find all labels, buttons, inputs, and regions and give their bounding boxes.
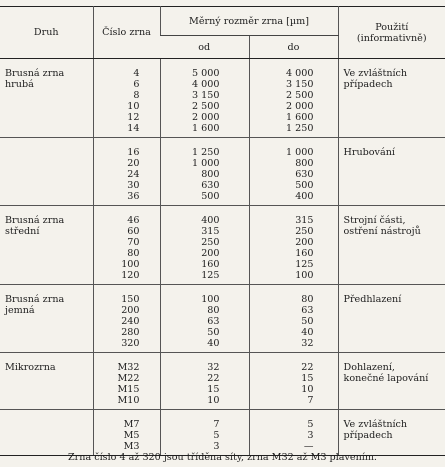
pouziti-cell — [338, 206, 445, 285]
od-value: 3 150 — [192, 90, 220, 101]
cislo-value: 24 — [127, 169, 140, 180]
table-group — [0, 59, 445, 138]
table-group — [0, 285, 445, 353]
od-cell — [160, 59, 249, 138]
od-value: 250 — [201, 237, 220, 248]
do-value: 32 — [301, 338, 314, 349]
cislo-value: 150 — [121, 294, 140, 305]
od-value: 80 — [207, 305, 220, 316]
cislo-value: 46 — [127, 215, 140, 226]
cislo-value: 16 — [127, 147, 140, 158]
pouziti-label: Ve zvláštních — [343, 68, 408, 79]
table-group — [0, 206, 445, 285]
header-pouziti-line2: (informativně) — [356, 32, 427, 44]
do-value: 400 — [295, 191, 314, 202]
druh-label: střední — [5, 226, 40, 237]
do-value: 40 — [301, 327, 314, 338]
do-value: 1 600 — [286, 112, 314, 123]
cislo-value: 10 — [127, 101, 140, 112]
od-cell — [160, 206, 249, 285]
do-value: 50 — [301, 316, 314, 327]
pouziti-label: Hrubování — [343, 147, 395, 158]
od-value: 15 — [207, 384, 220, 395]
do-value: 250 — [295, 226, 314, 237]
od-value: 22 — [207, 373, 220, 384]
od-value: 5 — [213, 430, 220, 441]
cislo-value: 280 — [121, 327, 140, 338]
od-value: 3 — [213, 441, 220, 452]
od-cell — [160, 285, 249, 353]
od-value: 800 — [201, 169, 220, 180]
od-value: 125 — [201, 270, 220, 281]
cislo-value: M22 — [117, 373, 140, 384]
pouziti-label: případech — [343, 79, 393, 90]
table-group — [0, 410, 445, 456]
od-value: 2 000 — [192, 112, 220, 123]
header-druh-label: Druh — [33, 27, 59, 38]
pouziti-cell — [338, 59, 445, 138]
do-value: 315 — [295, 215, 314, 226]
pouziti-cell — [338, 353, 445, 410]
od-cell — [160, 353, 249, 410]
do-cell — [249, 353, 338, 410]
druh-cell — [0, 206, 93, 285]
pouziti-cell — [338, 410, 445, 456]
cislo-cell — [93, 138, 160, 206]
do-cell — [249, 138, 338, 206]
header-cislo-label: Číslo zrna — [102, 27, 151, 38]
druh-cell — [0, 138, 93, 206]
cislo-value: 80 — [127, 248, 140, 259]
druh-label: jemná — [5, 305, 35, 316]
header-cislo — [93, 7, 160, 59]
do-cell — [249, 410, 338, 456]
cislo-value: 320 — [121, 338, 140, 349]
cislo-value: 200 — [121, 305, 140, 316]
do-value: 2 000 — [286, 101, 314, 112]
od-cell — [160, 410, 249, 456]
do-value: 100 — [295, 270, 314, 281]
od-cell — [160, 138, 249, 206]
do-value: 160 — [295, 248, 314, 259]
pouziti-label: Předhlazení — [343, 294, 402, 305]
do-value: 63 — [301, 305, 314, 316]
do-value: 15 — [301, 373, 314, 384]
od-value: 1 000 — [192, 158, 220, 169]
table-group — [0, 138, 445, 206]
od-value: 7 — [213, 419, 220, 430]
druh-label: Mikrozrna — [5, 362, 56, 373]
table-group — [0, 353, 445, 410]
cislo-value: 100 — [121, 259, 140, 270]
do-cell — [249, 59, 338, 138]
cislo-value: 6 — [133, 79, 140, 90]
cislo-value: 14 — [127, 123, 140, 134]
cislo-value: M3 — [123, 441, 140, 452]
pouziti-label: Strojní části, — [343, 215, 406, 226]
druh-label: Brusná zrna — [5, 68, 65, 79]
druh-cell — [0, 285, 93, 353]
do-value: 1 250 — [286, 123, 314, 134]
table-body — [0, 59, 445, 456]
pouziti-label: Dohlazení, — [343, 362, 395, 373]
od-value: 500 — [201, 191, 220, 202]
header-rozmer-label: Měrný rozměr zrna [µm] — [189, 15, 309, 27]
cislo-value: 20 — [127, 158, 140, 169]
do-value: 500 — [295, 180, 314, 191]
cislo-value: 12 — [127, 112, 140, 123]
do-value: 3 150 — [286, 79, 314, 90]
cislo-value: M7 — [123, 419, 140, 430]
cislo-value: 4 — [133, 68, 140, 79]
od-value: 1 600 — [192, 123, 220, 134]
cislo-cell — [93, 206, 160, 285]
od-value: 5 000 — [192, 68, 220, 79]
do-value: 4 000 — [286, 68, 314, 79]
druh-cell — [0, 410, 93, 456]
footnote: Zrna číslo 4 až 320 jsou tříděna síty, zrna M32 až M3 plavením. — [68, 452, 377, 463]
od-value: 50 — [207, 327, 220, 338]
do-value: 1 000 — [286, 147, 314, 158]
header-druh — [0, 7, 93, 59]
od-value: 10 — [207, 395, 220, 406]
header-do — [249, 36, 338, 59]
do-value: 2 500 — [286, 90, 314, 101]
do-value: 200 — [295, 237, 314, 248]
header-od-label: od — [198, 41, 211, 53]
od-value: 315 — [201, 226, 220, 237]
druh-label: hrubá — [5, 79, 34, 90]
cislo-value: 8 — [133, 90, 140, 101]
cislo-cell — [93, 59, 160, 138]
cislo-value: 70 — [127, 237, 140, 248]
do-cell — [249, 206, 338, 285]
pouziti-label: případech — [343, 430, 393, 441]
do-value: — — [303, 441, 314, 452]
od-value: 4 000 — [192, 79, 220, 90]
od-value: 63 — [207, 316, 220, 327]
pouziti-cell — [338, 138, 445, 206]
cislo-cell — [93, 285, 160, 353]
cislo-value: M15 — [117, 384, 140, 395]
cislo-value: 120 — [121, 270, 140, 281]
druh-label: Brusná zrna — [5, 215, 65, 226]
cislo-value: 30 — [127, 180, 140, 191]
od-value: 100 — [201, 294, 220, 305]
od-value: 160 — [201, 259, 220, 270]
header-pouziti — [338, 7, 445, 59]
druh-cell — [0, 353, 93, 410]
header-do-label: do — [287, 41, 300, 53]
do-value: 80 — [301, 294, 314, 305]
grain-size-table — [0, 6, 445, 456]
pouziti-label: ostření nástrojů — [343, 226, 421, 237]
od-value: 1 250 — [192, 147, 220, 158]
cislo-value: M32 — [117, 362, 140, 373]
cislo-value: M10 — [117, 395, 140, 406]
cislo-value: 60 — [127, 226, 140, 237]
header-pouziti-line1: Použití — [375, 21, 409, 33]
do-value: 3 — [307, 430, 314, 441]
od-value: 32 — [207, 362, 220, 373]
do-value: 7 — [307, 395, 314, 406]
cislo-value: 36 — [127, 191, 140, 202]
cislo-value: M5 — [123, 430, 140, 441]
pouziti-cell — [338, 285, 445, 353]
do-value: 800 — [295, 158, 314, 169]
cislo-cell — [93, 353, 160, 410]
do-value: 5 — [307, 419, 314, 430]
pouziti-label: Ve zvláštních — [343, 419, 408, 430]
od-value: 200 — [201, 248, 220, 259]
header-rozmer — [160, 7, 338, 36]
druh-label: Brusná zrna — [5, 294, 65, 305]
pouziti-label: konečné lapování — [343, 373, 429, 384]
header-od — [160, 36, 249, 59]
cislo-cell — [93, 410, 160, 456]
od-value: 40 — [207, 338, 220, 349]
druh-cell — [0, 59, 93, 138]
od-value: 2 500 — [192, 101, 220, 112]
do-value: 125 — [295, 259, 314, 270]
od-value: 400 — [201, 215, 220, 226]
do-value: 10 — [301, 384, 314, 395]
od-value: 630 — [201, 180, 220, 191]
do-value: 630 — [295, 169, 314, 180]
cislo-value: 240 — [121, 316, 140, 327]
do-value: 22 — [301, 362, 314, 373]
do-cell — [249, 285, 338, 353]
